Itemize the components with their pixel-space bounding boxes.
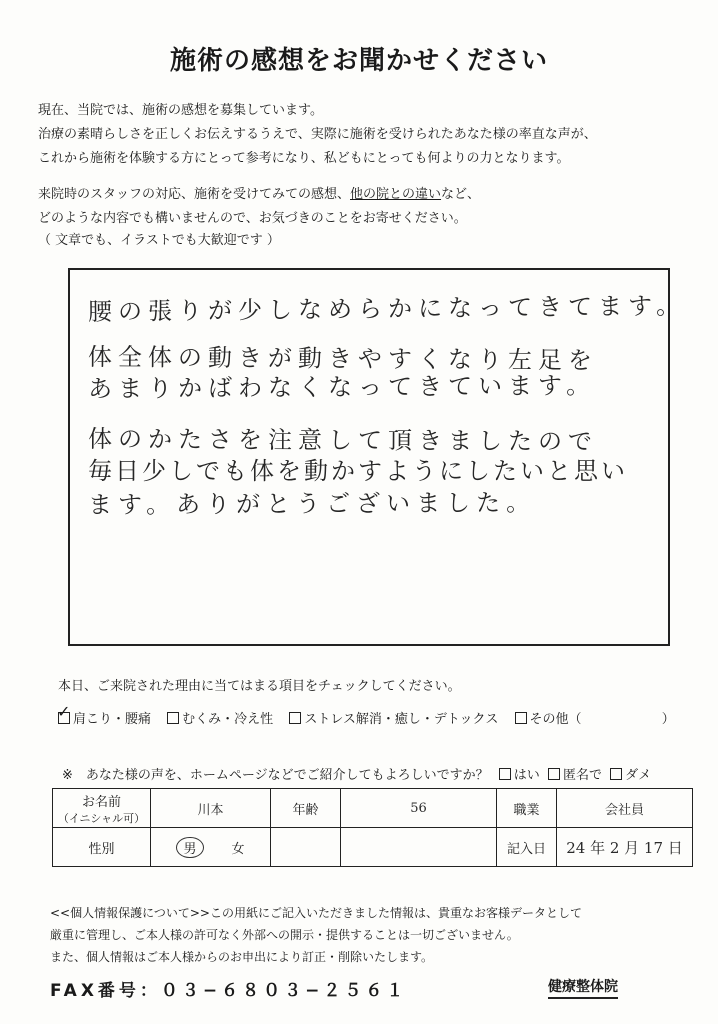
job-value[interactable]: 会社員	[557, 789, 693, 828]
consent-row	[62, 764, 651, 783]
intro-line-6: （ 文章でも、イラストでも大歓迎です ）	[38, 233, 280, 248]
job-label: 職業	[497, 789, 557, 828]
checkbox[interactable]	[167, 712, 179, 724]
checkbox[interactable]	[57, 702, 71, 724]
handwritten-line-2: 体全体の動きが動きやすくなり左足を	[87, 343, 599, 375]
intro-line-3: これから施術を体験する方にとって参考になり、私どもにとっても何よりの力となります。	[38, 151, 570, 166]
name-sub-label: （イニシャル可）	[57, 811, 146, 825]
checkmark-icon: ✓	[57, 702, 71, 721]
intro-line-2: 治療の素晴らしさを正しくお伝えするうえで、実際に施術を受けられたあなた様の率直な声が、	[38, 127, 597, 142]
consent-yes[interactable]: はい	[499, 768, 540, 783]
page-title: 施術の感想をお聞かせください	[169, 46, 548, 76]
handwritten-line-4: 体のかたさを注意して頂きましたので	[87, 425, 599, 456]
intro-line-4	[38, 183, 480, 207]
checkbox[interactable]	[289, 712, 301, 724]
intro-line-4-post: など、	[441, 187, 481, 202]
handwritten-line-1: 腰の張りが少しなめらかになってきてます。	[87, 291, 687, 326]
consent-question: ※ あなた様の声を、ホームページなどでご紹介してもよろしいですか？	[62, 768, 489, 783]
checkbox[interactable]	[548, 768, 560, 780]
privacy-line-2: 厳重に管理し、ご本人様の許可なく外部への開示・提供することは一切ございません。	[50, 928, 519, 942]
reason-option-shoulder[interactable]: ✓ 肩こり・腰痛	[57, 702, 152, 727]
gender-label: 性別	[53, 828, 151, 867]
name-value[interactable]: 川本	[151, 789, 271, 828]
handwritten-line-5: 毎日少しでも体を動かすようにしたいと思い	[88, 457, 628, 485]
date-value[interactable]: 24 年 2 月 17 日	[557, 828, 693, 867]
fax-number: FAX番号：０３−６８０３−２５６１	[50, 981, 408, 1001]
intro-line-4-underline: 他の院との違い	[350, 187, 442, 202]
name-label: お名前 （イニシャル可）	[53, 789, 151, 828]
intro-line-1: 現在、当院では、施術の感想を募集しています。	[38, 103, 323, 118]
consent-no[interactable]: ダメ	[610, 768, 651, 783]
checkbox[interactable]	[610, 768, 622, 780]
reason-option-other[interactable]: その他（	[515, 712, 582, 727]
reason-option-swelling[interactable]: むくみ・冷え性	[167, 712, 273, 727]
privacy-line-3: また、個人情報はご本人様からのお申出により訂正・削除いたします。	[50, 950, 434, 964]
empty-cell	[271, 828, 341, 867]
age-label: 年齢	[271, 789, 341, 828]
gender-female[interactable]: 女	[231, 841, 245, 857]
intro-line-5: どのような内容でも構いませんので、お気づきのことをお寄せください。	[38, 211, 467, 226]
clinic-name: 健療整体院	[548, 976, 618, 999]
date-label: 記入日	[497, 828, 557, 867]
reason-prompt: 本日、ご来院された理由に当てはまる項目をチェックしてください。	[58, 679, 461, 694]
reason-option-stress[interactable]: ストレス解消・癒し・デトックス	[289, 712, 498, 727]
handwritten-line-6: ます。ありがとうございました。	[87, 488, 537, 519]
checkbox[interactable]	[515, 712, 527, 724]
checkbox[interactable]	[499, 768, 511, 780]
privacy-line-1: <<個人情報保護について>>この用紙にご記入いただきました情報は、貴重なお客様データとして	[50, 906, 582, 920]
reason-options	[57, 702, 675, 727]
gender-male[interactable]: 男	[176, 837, 203, 858]
intro-line-4-pre: 来院時のスタッフの対応、施術を受けてみての感想、	[38, 187, 351, 202]
gender-value[interactable]	[151, 828, 271, 867]
consent-anonymous[interactable]: 匿名で	[548, 768, 602, 783]
info-table	[52, 788, 693, 867]
age-value[interactable]: 56	[341, 789, 497, 828]
handwritten-line-3: あまりかばわなくなってきています。	[87, 371, 597, 403]
table-row	[53, 789, 693, 828]
empty-cell	[341, 828, 497, 867]
table-row	[53, 828, 693, 867]
reason-other-close: ）	[661, 712, 675, 727]
